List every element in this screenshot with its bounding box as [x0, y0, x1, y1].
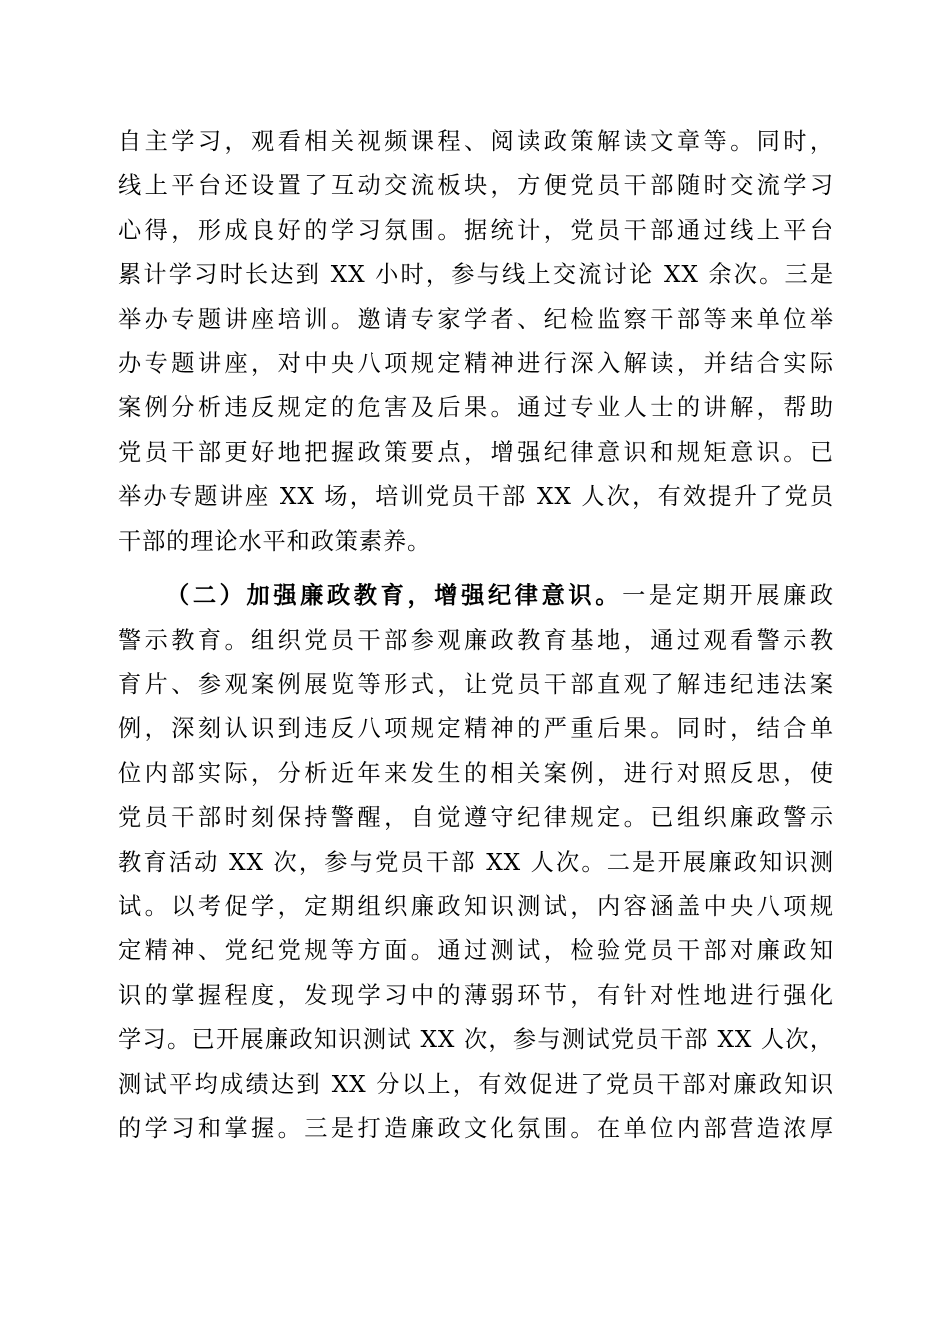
text-line: 干部的理论水平和政策素养。: [118, 527, 432, 555]
text-line: 位内部实际，分析近年来发生的相关案例，进行对照反思，使: [118, 759, 834, 787]
text-line: 教育活动 XX 次，参与党员干部 XX 人次。二是开展廉政知识测: [118, 848, 834, 876]
text-line: 育片、参观案例展览等形式，让党员干部直观了解违纪违法案: [118, 671, 834, 699]
text-line: 识的掌握程度，发现学习中的薄弱环节，有针对性地进行强化: [118, 981, 834, 1009]
text-line: 线上平台还设置了互动交流板块，方便党员干部随时交流学习: [118, 172, 834, 200]
text-line: 测试平均成绩达到 XX 分以上，有效促进了党员干部对廉政知识: [118, 1070, 834, 1098]
text-line: 警示教育。组织党员干部参观廉政教育基地，通过观看警示教: [118, 626, 834, 654]
text-line: 举办专题讲座培训。邀请专家学者、纪检监察干部等来单位举: [118, 305, 834, 333]
paragraph-online-learning: [118, 120, 834, 564]
text-line: 党员干部更好地把握政策要点，增强纪律意识和规矩意识。已: [118, 438, 834, 466]
text-line: 举办专题讲座 XX 场，培训党员干部 XX 人次，有效提升了党员: [118, 483, 834, 511]
text-line: 的学习和掌握。三是打造廉政文化氛围。在单位内部营造浓厚: [118, 1114, 834, 1142]
text-line: 累计学习时长达到 XX 小时，参与线上交流讨论 XX 余次。三是: [118, 261, 834, 289]
document-body: [118, 120, 834, 1151]
text-line: 办专题讲座，对中央八项规定精神进行深入解读，并结合实际: [118, 349, 834, 377]
text-line: 案例分析违反规定的危害及后果。通过专业人士的讲解，帮助: [118, 394, 834, 422]
paragraph-integrity-education: [118, 574, 834, 1151]
text-line: 自主学习，观看相关视频课程、阅读政策解读文章等。同时，: [118, 128, 834, 155]
text-line: 党员干部时刻保持警醒，自觉遵守纪律规定。已组织廉政警示: [118, 804, 834, 832]
text-span: 一是定期开展廉政: [622, 582, 834, 610]
paragraph-spacer: [118, 564, 834, 574]
text-line: 例，深刻认识到违反八项规定精神的严重后果。同时，结合单: [118, 715, 834, 743]
text-line: 试。以考促学，定期组织廉政知识测试，内容涵盖中央八项规: [118, 893, 834, 921]
section-heading: （二）加强廉政教育，增强纪律意识。: [166, 582, 623, 610]
text-line: 心得，形成良好的学习氛围。据统计，党员干部通过线上平台: [118, 216, 834, 244]
text-line: 学习。已开展廉政知识测试 XX 次，参与测试党员干部 XX 人次，: [118, 1026, 834, 1054]
text-line: 定精神、党纪党规等方面。通过测试，检验党员干部对廉政知: [118, 937, 834, 965]
paragraph-first-line: [118, 574, 834, 618]
